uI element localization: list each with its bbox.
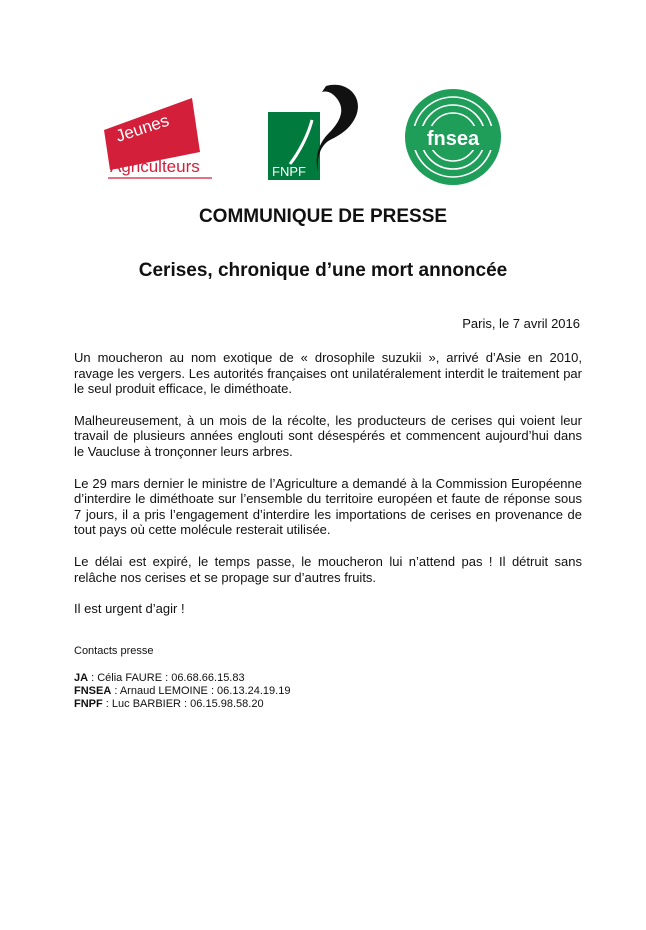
paragraph: Le délai est expiré, le temps passe, le moucheron lui n’attend pas ! Il détruit sans relâche nos cerises et se propage sur d’autres fruits.: [74, 553, 582, 585]
press-contacts: [74, 645, 290, 711]
contact-detail: Arnaud LEMOINE : 06.13.24.19.19: [119, 685, 291, 697]
ja-logo-line1: Jeunes: [113, 110, 172, 146]
logo-bar: [0, 0, 646, 200]
document-title: COMMUNIQUE DE PRESSE: [198, 206, 448, 227]
jeunes-agriculteurs-logo: [100, 92, 220, 182]
fnsea-logo: [404, 88, 502, 186]
contact-line: [74, 685, 290, 698]
contact-separator: :: [111, 685, 120, 697]
paragraph: Un moucheron au nom exotique de « drosophile suzukii », arrivé d’Asie en 2010, ravage les vergers. Les autorités françaises ont unilatéralement interdit le traitement par le seul produit efficace, le diméthoate.: [74, 350, 582, 397]
paragraph: Le 29 mars dernier le ministre de l’Agriculture a demandé à la Commission Européenne d’interdire le diméthoate sur l’ensemble du territoire européen et faute de réponse sous 7 jours, il a pris l’engagement d’interdire les importations de cerises en provenance de tout pays où cette molécule resterait utilisée.: [74, 475, 582, 538]
contact-separator: :: [102, 698, 112, 710]
document-subtitle: Cerises, chronique d’une mort annoncée: [138, 260, 508, 281]
fnpf-logo: [268, 80, 368, 190]
fnpf-logo-text: FNPF: [272, 164, 306, 179]
contact-org: FNPF: [74, 698, 103, 710]
contact-separator: :: [88, 672, 98, 684]
document-date: Paris, le 7 avril 2016: [462, 316, 580, 331]
contact-detail: Célia FAURE : 06.68.66.15.83: [97, 672, 245, 684]
contact-line: [74, 672, 290, 685]
contact-org: FNSEA: [74, 685, 112, 697]
paragraph: Il est urgent d’agir !: [74, 601, 185, 617]
fnsea-logo-text: fnsea: [426, 128, 480, 150]
press-release-body: [74, 350, 582, 633]
paragraph: Malheureusement, à un mois de la récolte, les producteurs de cerises qui voient leur travail de plusieurs années englouti sont désespérés et commencent aujourd’hui dans le Vaucluse à tronçonner leurs arbres.: [74, 412, 582, 459]
contact-line: [74, 698, 290, 711]
ja-logo-line2: Agriculteurs: [110, 157, 200, 176]
contact-org: JA: [74, 672, 89, 684]
contact-detail: Luc BARBIER : 06.15.98.58.20: [111, 698, 264, 710]
contacts-heading: Contacts presse: [74, 645, 154, 657]
